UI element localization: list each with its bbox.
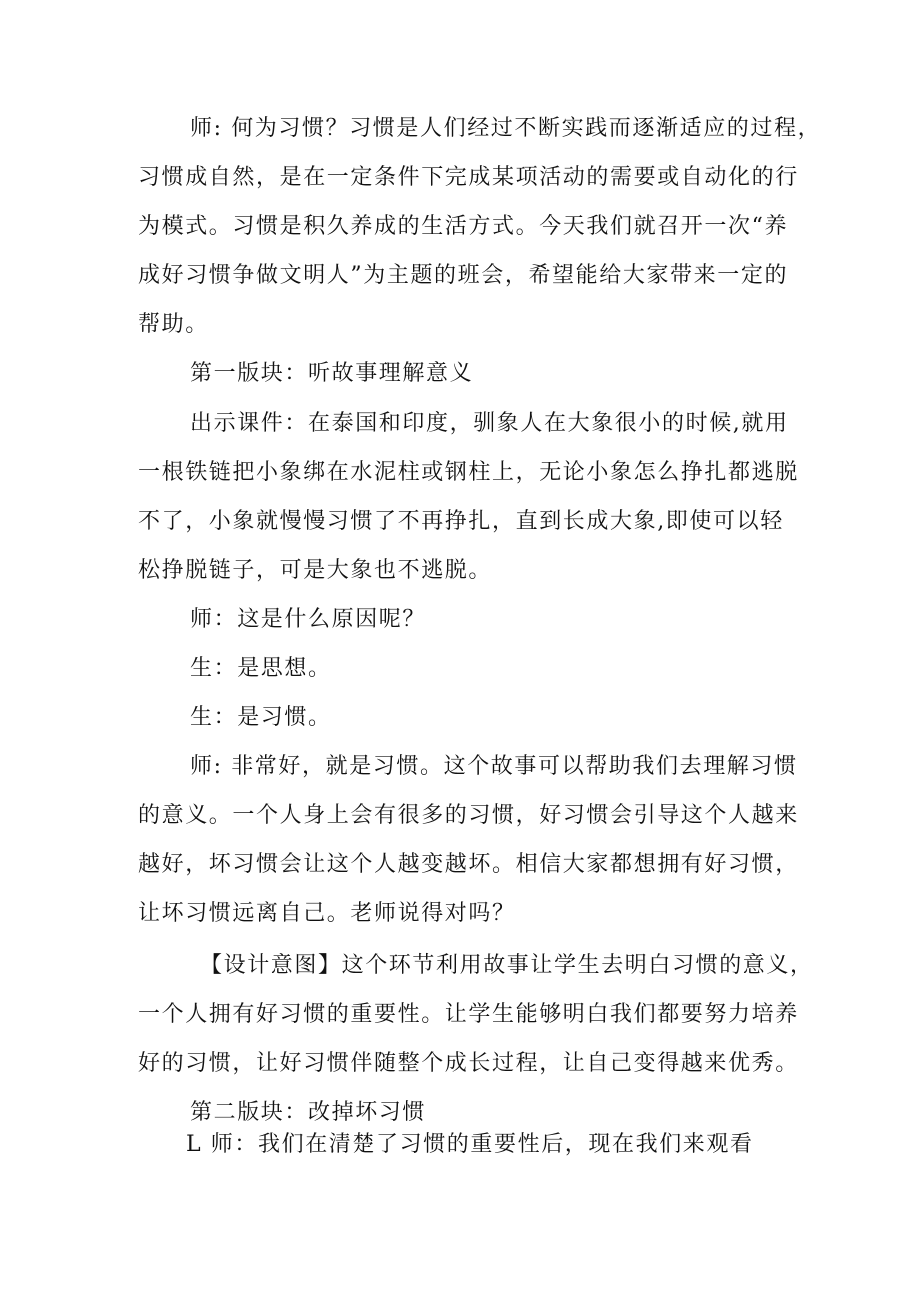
text-line: 成好习惯争做文明人”为主题的班会，希望能给大家带来一定的 <box>138 263 789 288</box>
design-intent-line: 好的习惯，让好习惯伴随整个成长过程，让自己变得越来优秀。 <box>138 1051 799 1076</box>
text-line: L 师：我们在清楚了习惯的重要性后，现在我们来观看 <box>186 1132 754 1157</box>
text-line: 不了，小象就慢慢习惯了不再挣扎，直到长成大象,即使可以轻 <box>138 509 784 534</box>
text-line: 的意义。一个人身上会有很多的习惯，好习惯会引导这个人越来 <box>138 803 799 828</box>
section-heading: 第二版块：改掉坏习惯 <box>190 1100 427 1125</box>
dialogue-line: 生：是思想。 <box>190 656 332 681</box>
text-line: 越好，坏习惯会让这个人越变越坏。相信大家都想拥有好习惯， <box>138 852 799 877</box>
text-line: 帮助。 <box>138 312 209 337</box>
section-heading: 第一版块：听故事理解意义 <box>190 361 474 386</box>
design-intent-line: 【设计意图】这个环节利用故事让学生去明白习惯的意义， <box>200 953 814 978</box>
text-line: 师: 非常好，就是习惯。这个故事可以帮助我们去理解习惯 <box>190 754 798 779</box>
text-line: 习惯成自然，是在一定条件下完成某项活动的需要或自动化的行 <box>138 165 799 190</box>
text-line: 松挣脱链子，可是大象也不逃脱。 <box>138 558 493 583</box>
dialogue-line: 生：是习惯。 <box>190 705 332 730</box>
text-line: 师: 何为习惯？习惯是人们经过不断实践而逐渐适应的过程， <box>190 116 822 141</box>
text-line: 为模式。习惯是积久养成的生活方式。今天我们就召开一次“养 <box>138 214 789 239</box>
dialogue-line: 师：这是什么原因呢？ <box>190 607 427 632</box>
design-intent-line: 一个人拥有好习惯的重要性。让学生能够明白我们都要努力培养 <box>138 1002 799 1027</box>
text-line: 让坏习惯远离自己。老师说得对吗？ <box>138 901 516 926</box>
text-line: 一根铁链把小象绑在水泥柱或钢柱上，无论小象怎么挣扎都逃脱 <box>138 460 799 485</box>
text-line: 出示课件：在泰国和印度，驯象人在大象很小的时候,就用 <box>190 411 789 436</box>
